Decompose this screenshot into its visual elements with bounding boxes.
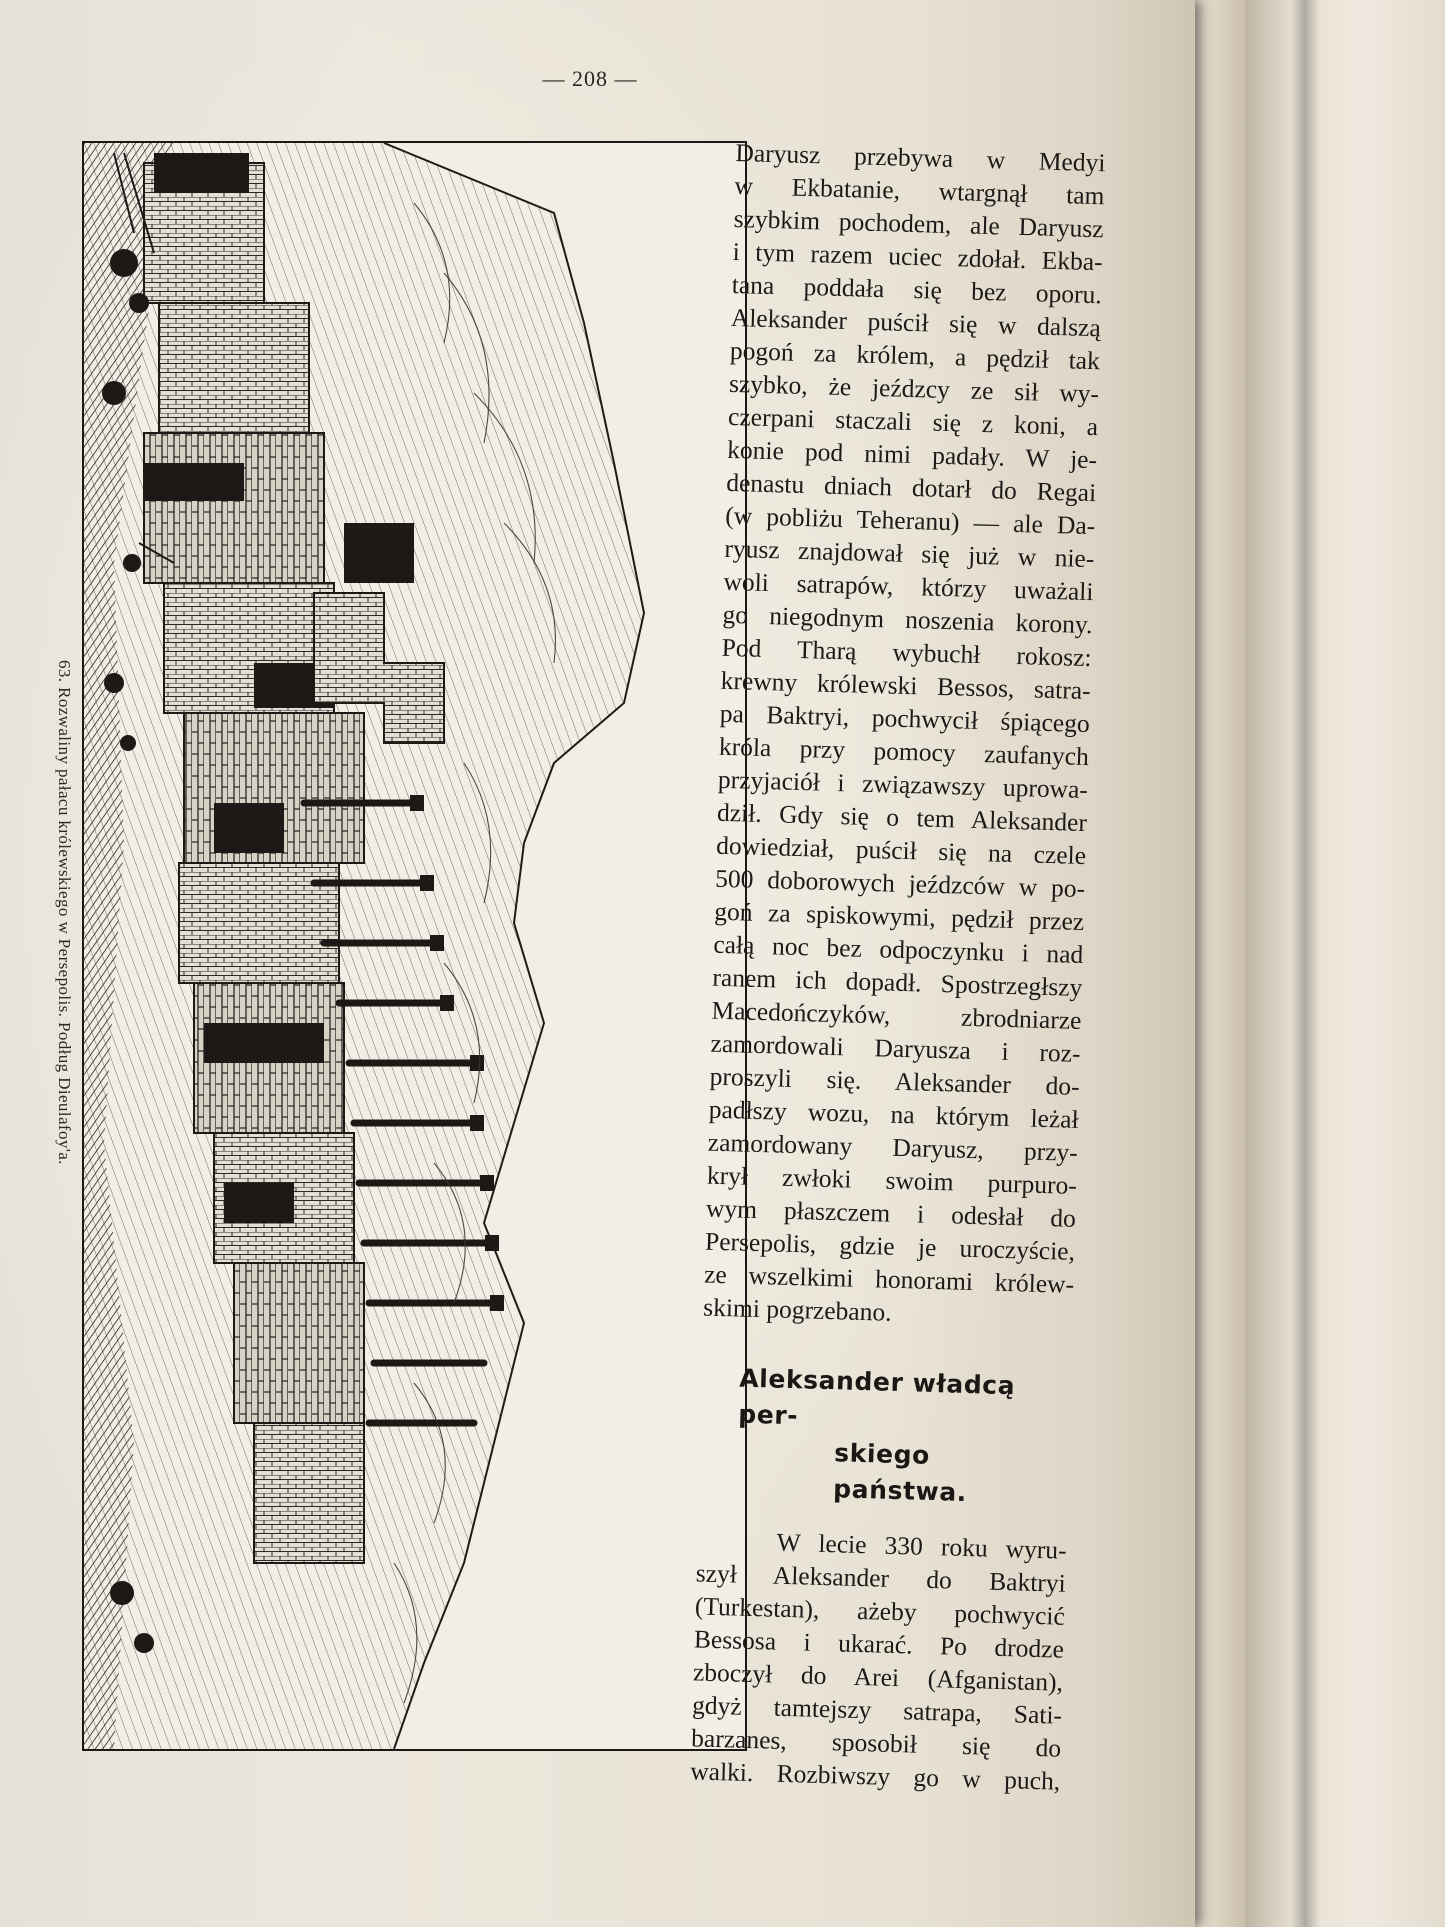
engraving-illustration xyxy=(82,141,747,1751)
figure-caption-container xyxy=(54,660,94,1260)
text-line: Bessosa i ukarać. Po drodze xyxy=(693,1624,1065,1664)
text-line: Pod Tharą wybuchł rokosz: xyxy=(721,632,1092,673)
text-line: ryusz znajdował się już w nie- xyxy=(724,533,1095,574)
text-line: tana poddała się bez oporu. xyxy=(731,269,1103,310)
text-line: barzanes, sposobił się do xyxy=(690,1723,1062,1763)
text-line: całą noc bez odpoczynku i nad xyxy=(713,929,1084,970)
text-line: Macedończyków, zbrodniarze xyxy=(711,995,1082,1035)
text-line: denastu dniach dotarł do Regai xyxy=(725,467,1097,508)
text-line: skimi pogrzebano. xyxy=(702,1292,892,1327)
text-line: Daryusz przebywa w Medyi xyxy=(735,137,1106,178)
text-column xyxy=(690,136,1106,1798)
heading-line-1: Aleksander władcą per- xyxy=(737,1363,1016,1431)
text-line: wym płaszczem i odesłał do xyxy=(705,1193,1077,1233)
text-line: ranem ich dopadł. Spostrzegłszy xyxy=(712,962,1083,1002)
text-line: proszyli się. Aleksander do- xyxy=(709,1061,1081,1101)
text-line: krył zwłoki swoim purpuro- xyxy=(706,1160,1078,1200)
text-line: padłszy wozu, na którym leżał xyxy=(708,1094,1080,1134)
text-line: zamordowany Daryusz, przy- xyxy=(707,1127,1079,1167)
text-line: ze wszelkimi honorami królew- xyxy=(703,1259,1075,1299)
text-line: króla przy pomocy zaufanych xyxy=(718,731,1090,772)
persepolis-ruins-engraving xyxy=(84,143,745,1749)
gutter-shadow xyxy=(1290,0,1320,1927)
text-line: gdyż tamtejszy satrapa, Sati- xyxy=(691,1690,1063,1730)
text-line: czerpani staczali się z koni, a xyxy=(727,401,1099,442)
text-line: Persepolis, gdzie je uroczyście, xyxy=(704,1226,1076,1266)
text-line: walki. Rozbiwszy go w puch, xyxy=(689,1756,1061,1796)
text-line: (w pobliżu Teheranu) — ale Da- xyxy=(724,500,1096,541)
next-page-edge xyxy=(1245,0,1445,1927)
text-line: szył Aleksander do Baktryi xyxy=(695,1558,1067,1598)
text-line: W lecie 330 roku wyru- xyxy=(776,1527,1068,1565)
page-number: — 208 — xyxy=(542,66,638,91)
text-line: szybko, że jeźdzcy ze sił wy- xyxy=(728,368,1100,409)
text-line: zboczył do Arei (Afganistan), xyxy=(692,1657,1064,1697)
paragraph-1 xyxy=(703,136,1106,1334)
section-heading xyxy=(736,1361,1072,1514)
text-line: woli satrapów, którzy uważali xyxy=(723,566,1094,607)
text-line: szybkim pochodem, ale Daryusz xyxy=(733,203,1104,244)
heading-line-2: skiego państwa. xyxy=(832,1438,968,1507)
text-line: dził. Gdy się o tem Aleksander xyxy=(716,797,1088,838)
figure-caption: 63. Rozwaliny pałacu królewskiego w Persepolis. Podług Dieulafoy'a. xyxy=(55,660,74,1165)
text-line: Aleksander puścił się w dalszą xyxy=(730,302,1102,343)
text-line: dowiedział, puścił się na czele xyxy=(715,830,1087,871)
text-line: goń za spiskowymi, pędził przez xyxy=(713,896,1085,937)
text-line: go niegodnym noszenia korony. xyxy=(722,599,1093,640)
text-line: pa Baktryi, pochwycił śpiącego xyxy=(719,698,1091,739)
text-line: przyjaciół i związawszy uprowa- xyxy=(717,764,1089,805)
text-line: i tym razem uciec zdołał. Ekba- xyxy=(732,236,1104,277)
paragraph-2 xyxy=(690,1523,1067,1797)
text-line: konie pod nimi padały. W je- xyxy=(726,434,1098,475)
text-line: w Ekbatanie, wtargnął tam xyxy=(734,170,1105,211)
text-line: 500 doborowych jeźdzców w po- xyxy=(714,863,1086,904)
text-line: (Turkestan), ażeby pochwycić xyxy=(694,1591,1066,1631)
text-line: pogoń za królem, a pędził tak xyxy=(729,335,1101,376)
text-line: krewny królewski Bessos, satra- xyxy=(720,665,1092,706)
text-line: zamordowali Daryusza i roz- xyxy=(710,1028,1081,1068)
